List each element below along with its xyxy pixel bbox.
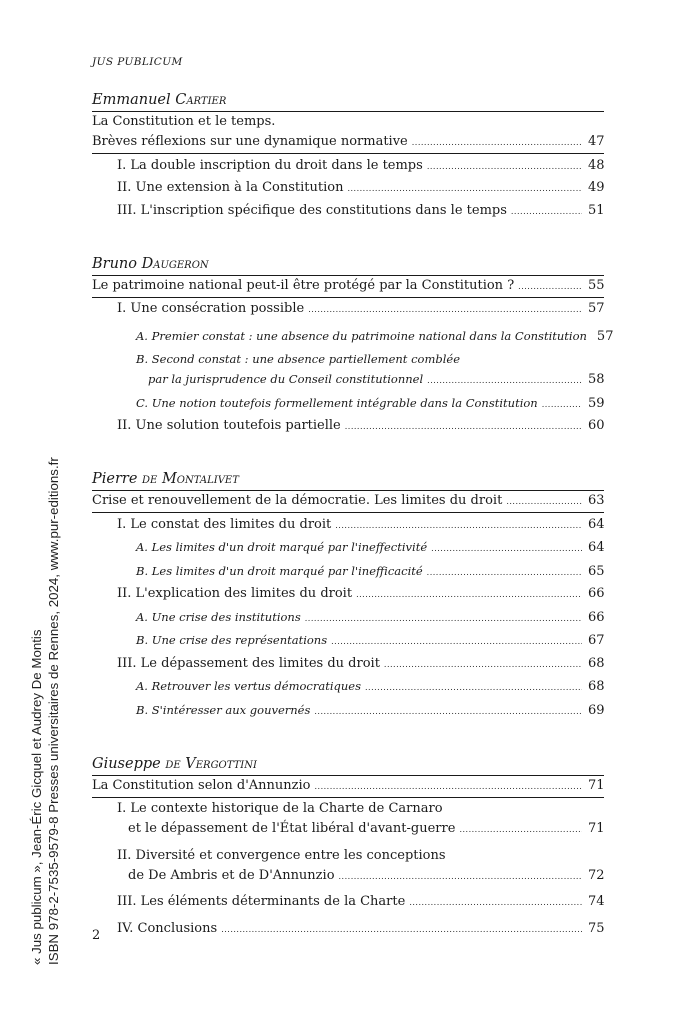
chapter-title-line: La Constitution et le temps. xyxy=(92,114,276,129)
running-header: JUS PUBLICUM xyxy=(92,56,183,68)
toc-subentry[interactable]: A. Les limites d'un droit marqué par l'ineffectivité ..... 64 xyxy=(92,537,604,559)
toc-entry[interactable]: III. L'inscription spécifique des constitutions dans le temps ..... 51 xyxy=(92,201,604,222)
chapter-title[interactable]: Le patrimoine national peut-il être protégé par la Constitution ? ..... 55 xyxy=(92,276,604,298)
toc-entry[interactable]: III. Les éléments déterminants de la Charte ..... 74 xyxy=(92,892,604,913)
toc-entry[interactable]: II. L'explication des limites du droit ..... 66 xyxy=(92,584,604,605)
side-notice-line: ISBN 978-2-7535-9579-8 Presses universitaires de Rennes, 2024, www.pur-editions.fr xyxy=(46,457,61,965)
toc-entry[interactable]: I. La double inscription du droit dans le temps ..... 48 xyxy=(92,156,604,177)
page-number: 2 xyxy=(92,928,101,943)
toc-entry[interactable]: et le dépassement de l'État libéral d'avant-guerre ..... 71 xyxy=(92,819,604,840)
side-notice-line: « Jus publicum », Jean-Éric Gicquel et Audrey De Montis xyxy=(29,629,44,965)
toc-subentry[interactable]: A. Une crise des institutions ..... 66 xyxy=(92,607,604,629)
toc-entry[interactable]: IV. Conclusions ..... 75 xyxy=(92,919,604,940)
author-name: Emmanuel Cartier xyxy=(92,92,227,108)
toc-entry-line: I. Le contexte historique de la Charte de Carnaro xyxy=(117,801,443,816)
toc-subentry[interactable]: A. Retrouver les vertus démocratiques ..... 68 xyxy=(92,676,604,698)
toc-subentry[interactable]: A. Premier constat : une absence du patrimoine national dans la Constitution 57 xyxy=(136,328,614,344)
author-name: Giuseppe de Vergottini xyxy=(92,755,257,772)
side-copyright-notice xyxy=(28,0,88,985)
toc-entry[interactable]: de De Ambris et de D'Annunzio ..... 72 xyxy=(92,866,604,887)
toc-entry[interactable]: II. Une solution toutefois partielle ..... 60 xyxy=(92,416,604,437)
toc-entry[interactable]: I. Le constat des limites du droit ..... 64 xyxy=(92,515,604,536)
author-name: Bruno Daugeron xyxy=(92,255,209,272)
chapter-title[interactable]: Crise et renouvellement de la démocratie. Les limites du droit ..... 63 xyxy=(92,491,604,513)
table-of-contents xyxy=(92,92,614,962)
toc-section-vergottini xyxy=(92,756,604,940)
toc-entry[interactable]: III. Le dépassement des limites du droit ..... 68 xyxy=(92,654,604,675)
toc-section-daugeron xyxy=(92,255,614,438)
toc-section-cartier xyxy=(92,92,604,222)
chapter-title[interactable]: Brèves réflexions sur une dynamique normative ..... 47 xyxy=(92,132,604,154)
toc-section-montalivet xyxy=(92,471,604,722)
toc-subentry[interactable]: par la jurisprudence du Conseil constitutionnel ..... 58 xyxy=(92,369,604,391)
toc-entry[interactable]: II. Une extension à la Constitution ..... 49 xyxy=(92,178,604,199)
toc-entry[interactable]: I. Une consécration possible ..... 57 xyxy=(92,299,604,320)
toc-subentry[interactable]: C. Une notion toutefois formellement intégrable dans la Constitution ..... 59 xyxy=(92,393,604,415)
author-name: Pierre de Montalivet xyxy=(92,471,239,487)
chapter-title[interactable]: La Constitution selon d'Annunzio ..... 71 xyxy=(92,776,604,798)
toc-subentry[interactable]: B. S'intéresser aux gouvernés ..... 69 xyxy=(92,700,604,722)
toc-entry-line: II. Diversité et convergence entre les conceptions xyxy=(117,847,446,863)
toc-subentry[interactable]: B. Une crise des représentations ..... 67 xyxy=(92,630,604,652)
toc-subentry[interactable]: B. Les limites d'un droit marqué par l'inefficacité ..... 65 xyxy=(92,561,604,583)
toc-subentry-line: B. Second constat : une absence partiellement comblée xyxy=(136,352,460,366)
